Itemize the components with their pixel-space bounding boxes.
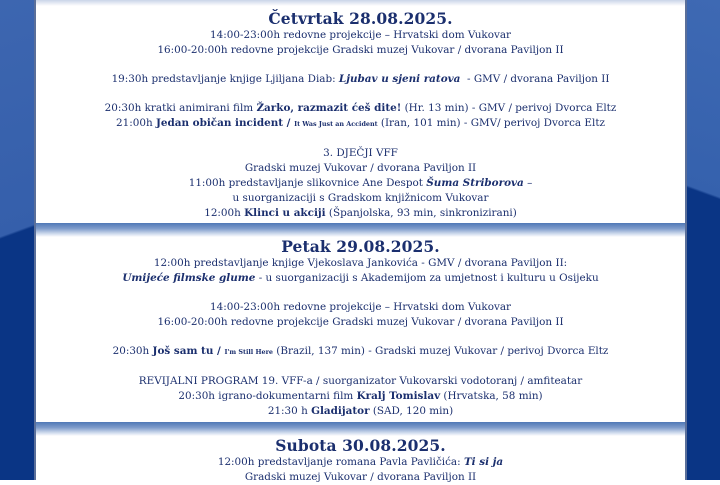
day-section-saturday — [36, 437, 685, 485]
film-screening-line: 20:30h kratki animirani film Žarko, razmazit ćeš dite! (Hr. 13 min) - GMV / perivoj Dvorca Eltz — [104, 102, 617, 115]
novel-title: Ti si ja — [463, 456, 504, 468]
left-decorative-band — [0, 0, 36, 480]
partner-line: u suorganizaciji s Gradskom knjižnicom Vukovar — [232, 191, 489, 204]
film-title: Gladijator — [311, 405, 370, 418]
program-page — [36, 0, 685, 483]
film-original-title: I'm Still Here — [224, 348, 273, 357]
right-decorative-band — [685, 0, 720, 480]
day-section-thursday — [36, 10, 685, 220]
schedule-line: 14:00-23:00h redovne projekcije – Hrvatski dom Vukovar — [210, 301, 511, 314]
picturebook-title: Šuma Striborova — [426, 177, 524, 190]
kids-program-venue: Gradski muzej Vukovar / dvorana Paviljon II — [244, 162, 477, 175]
schedule-line: 14:00-23:00h redovne projekcije – Hrvatski dom Vukovar — [210, 29, 511, 41]
schedule-line: 16:00-20:00h redovne projekcije Gradski muzej Vukovar / dvorana Paviljon II — [157, 315, 564, 328]
film-title: Još sam tu — [152, 345, 214, 358]
film-screening-line: 12:00h Klinci u akciji (Španjolska, 93 min, sinkronizirani) — [204, 206, 517, 219]
venue-line: Gradski muzej Vukovar / dvorana Paviljon II — [244, 470, 477, 483]
film-title: Žarko, razmazit ćeš dite! — [256, 102, 402, 115]
picturebook-line: 11:00h predstavljanje slikovnice Ane Despot Šuma Striborova – — [188, 177, 533, 190]
section-divider — [36, 422, 685, 436]
film-screening-line: 20:30h Još sam tu / I'm Still Here (Brazil, 137 min) - Gradski muzej Vukovar / perivoj Dvorca Eltz — [112, 345, 609, 358]
day-section-friday — [36, 238, 685, 419]
film-screening-line: 21:30 h Gladijator (SAD, 120 min) — [267, 405, 454, 418]
film-title: Kralj Tomislav — [356, 390, 441, 403]
top-edge-shade — [36, 0, 685, 6]
book-presentation-line: 12:00h predstavljanje knjige Vjekoslava Jankovića - GMV / dvorana Paviljon II: — [153, 257, 568, 269]
film-title: Jedan običan incident — [155, 117, 284, 130]
book-title: Ljubav u sjeni ratova — [338, 73, 461, 86]
book-partner-line: Umijeće filmske glume - u suorganizaciji s Akademijom za umjetnost i kulturu u Osijeku — [122, 271, 599, 284]
day-title: Petak 29.08.2025. — [281, 237, 440, 256]
book-title: Umijeće filmske glume — [122, 271, 256, 284]
retro-program-heading: REVIJALNI PROGRAM 19. VFF-a / suorganizator Vukovarski vodotoranj / amfiteatar — [138, 375, 583, 388]
film-original-title: It Was Just an Accident — [294, 120, 378, 129]
novel-presentation-line: 12:00h predstavljanje romana Pavla Pavličića: Ti si ja — [217, 456, 504, 468]
schedule-line: 16:00-20:00h redovne projekcije Gradski muzej Vukovar / dvorana Paviljon II — [157, 43, 564, 56]
book-presentation-line: 19:30h predstavljanje knjige Ljiljana Diab: Ljubav u sjeni ratova - GMV / dvorana Paviljon II — [111, 73, 610, 86]
day-title: Četvrtak 28.08.2025. — [268, 9, 453, 28]
film-title: Klinci u akciji — [244, 206, 326, 219]
section-divider — [36, 223, 685, 237]
day-title: Subota 30.08.2025. — [275, 436, 446, 455]
film-screening-line: 20:30h igrano-dokumentarni film Kralj Tomislav (Hrvatska, 58 min) — [178, 390, 543, 403]
film-screening-line: 21:00h Jedan običan incident / It Was Just an Accident (Iran, 101 min) - GMV/ perivoj Dvorca Eltz — [116, 117, 605, 130]
kids-program-heading: 3. DJEČJI VFF — [323, 147, 398, 160]
